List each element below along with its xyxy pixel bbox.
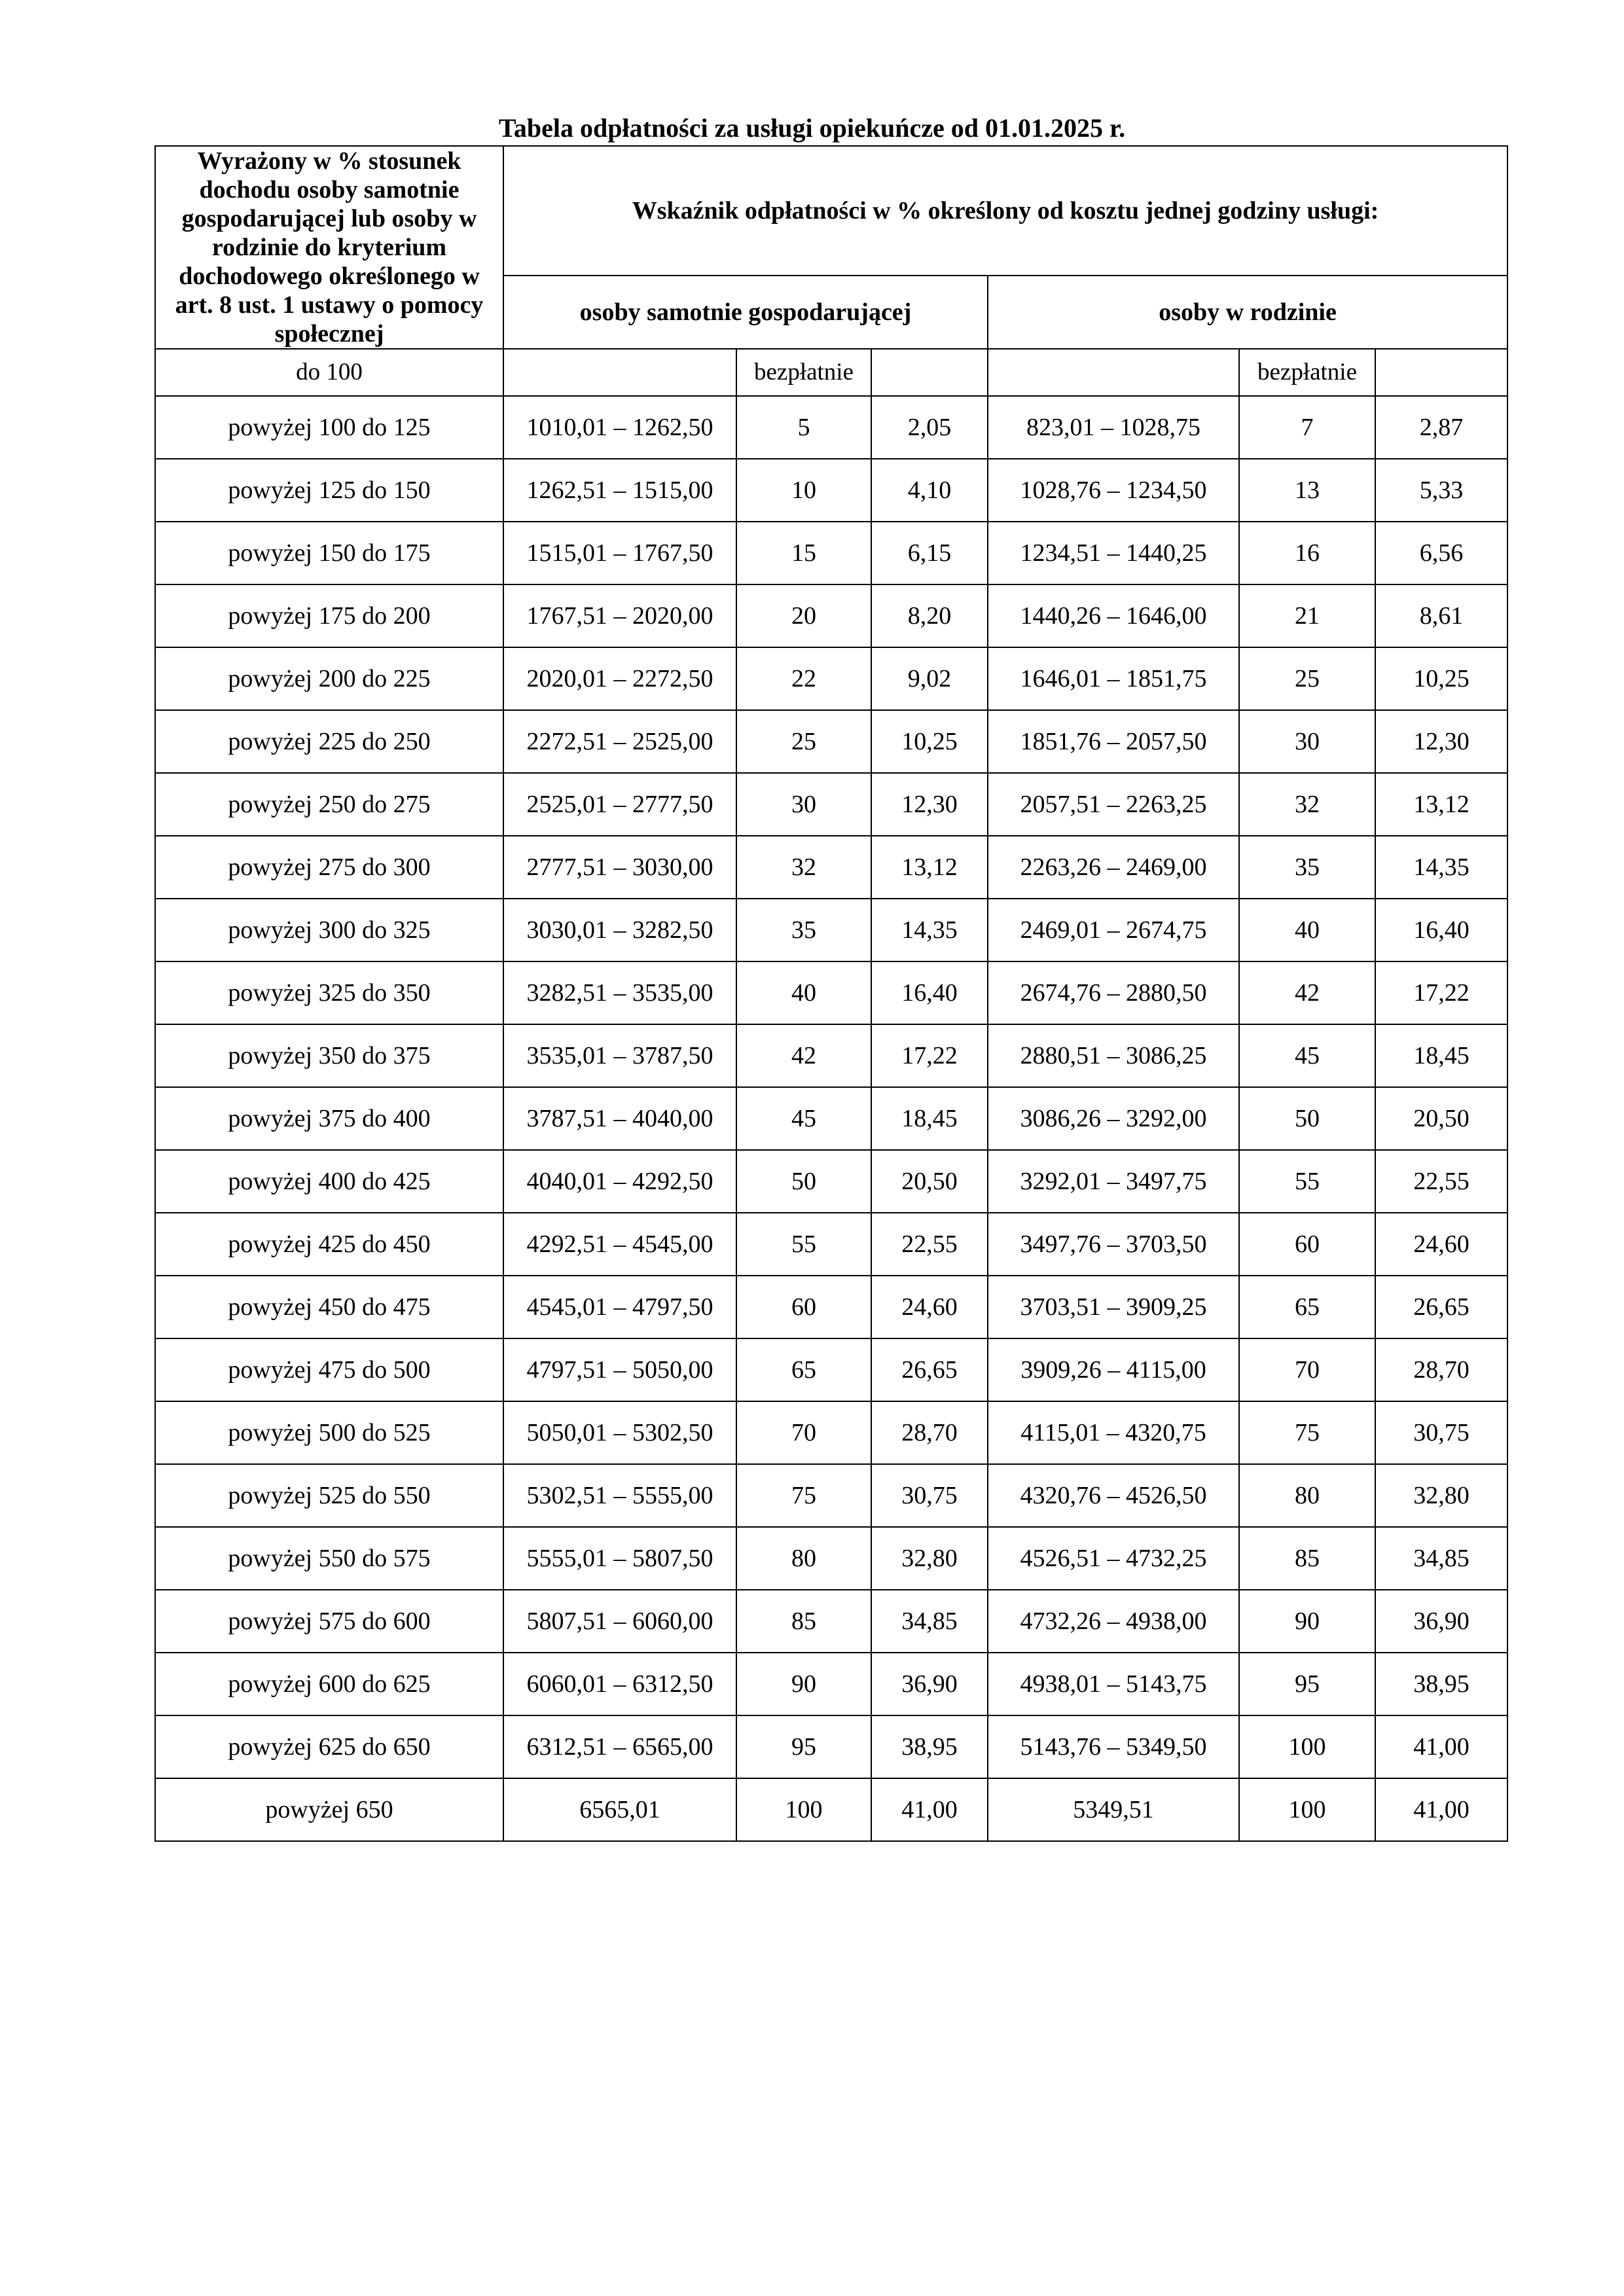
single-range-cell: 2525,01 – 2777,50 [503, 773, 736, 836]
family-amount-cell: 6,56 [1375, 522, 1507, 584]
family-range-cell: 3497,76 – 3703,50 [988, 1213, 1239, 1276]
income-range-cell: powyżej 650 [155, 1778, 503, 1841]
family-percent-cell: 100 [1239, 1778, 1375, 1841]
family-range-cell: 3292,01 – 3497,75 [988, 1150, 1239, 1213]
single-percent-cell: 15 [736, 522, 871, 584]
table-row [155, 899, 1507, 961]
single-range-cell: 2020,01 – 2272,50 [503, 647, 736, 710]
family-percent-cell: 90 [1239, 1590, 1375, 1653]
income-range-cell: powyżej 300 do 325 [155, 899, 503, 961]
family-percent-cell: 35 [1239, 836, 1375, 899]
family-range-cell: 1646,01 – 1851,75 [988, 647, 1239, 710]
single-range-cell: 6565,01 [503, 1778, 736, 1841]
family-amount-cell: 2,87 [1375, 396, 1507, 459]
table-row [155, 1338, 1507, 1401]
family-range-cell: 3086,26 – 3292,00 [988, 1087, 1239, 1150]
single-percent-cell: 32 [736, 836, 871, 899]
single-range-cell: 4797,51 – 5050,00 [503, 1338, 736, 1401]
header-row-main [155, 146, 1507, 276]
single-percent-cell: 22 [736, 647, 871, 710]
family-percent-cell: 40 [1239, 899, 1375, 961]
single-amount-cell: 34,85 [871, 1590, 988, 1653]
table-row [155, 961, 1507, 1024]
table-row [155, 1087, 1507, 1150]
single-percent-cell: 50 [736, 1150, 871, 1213]
single-percent-cell: 42 [736, 1024, 871, 1087]
single-percent-cell: 60 [736, 1276, 871, 1338]
single-amount-cell: 6,15 [871, 522, 988, 584]
income-range-cell: powyżej 125 do 150 [155, 459, 503, 522]
single-percent-cell: 80 [736, 1527, 871, 1590]
single-amount-cell: 4,10 [871, 459, 988, 522]
single-range-cell: 1010,01 – 1262,50 [503, 396, 736, 459]
single-percent-cell: 25 [736, 710, 871, 773]
family-range-cell: 4320,76 – 4526,50 [988, 1464, 1239, 1527]
single-amount-cell: 28,70 [871, 1401, 988, 1464]
single-range-cell: 4040,01 – 4292,50 [503, 1150, 736, 1213]
single-range-cell: 2777,51 – 3030,00 [503, 836, 736, 899]
single-amount-cell: 30,75 [871, 1464, 988, 1527]
header-rate-indicator: Wskaźnik odpłatności w % określony od kosztu jednej godziny usługi: [503, 146, 1507, 276]
single-amount-cell: 14,35 [871, 899, 988, 961]
single-percent-cell: 5 [736, 396, 871, 459]
income-range-cell: powyżej 625 do 650 [155, 1715, 503, 1778]
income-range-cell: powyżej 200 do 225 [155, 647, 503, 710]
family-range-cell: 1028,76 – 1234,50 [988, 459, 1239, 522]
single-amount-cell: 16,40 [871, 961, 988, 1024]
single-amount-cell: 10,25 [871, 710, 988, 773]
family-range-cell: 2880,51 – 3086,25 [988, 1024, 1239, 1087]
single-amount-cell: 22,55 [871, 1213, 988, 1276]
family-percent-cell: 16 [1239, 522, 1375, 584]
income-range-cell: powyżej 250 do 275 [155, 773, 503, 836]
single-amount-cell: 32,80 [871, 1527, 988, 1590]
family-range-cell: 4732,26 – 4938,00 [988, 1590, 1239, 1653]
single-range-cell: 3535,01 – 3787,50 [503, 1024, 736, 1087]
family-amount-cell: 22,55 [1375, 1150, 1507, 1213]
table-row [155, 836, 1507, 899]
single-amount-cell: 41,00 [871, 1778, 988, 1841]
income-range-cell: powyżej 450 do 475 [155, 1276, 503, 1338]
family-amount-cell: 24,60 [1375, 1213, 1507, 1276]
family-range-cell [988, 349, 1239, 396]
income-range-cell: powyżej 350 do 375 [155, 1024, 503, 1087]
family-amount-cell: 16,40 [1375, 899, 1507, 961]
single-percent-cell: 45 [736, 1087, 871, 1150]
family-percent-cell: 21 [1239, 584, 1375, 647]
income-range-cell: powyżej 150 do 175 [155, 522, 503, 584]
single-percent-cell: 55 [736, 1213, 871, 1276]
table-row [155, 1653, 1507, 1715]
fee-table [154, 145, 1508, 1842]
single-percent-cell: 85 [736, 1590, 871, 1653]
family-amount-cell: 8,61 [1375, 584, 1507, 647]
table-row [155, 1464, 1507, 1527]
single-percent-cell: 35 [736, 899, 871, 961]
family-amount-cell: 20,50 [1375, 1087, 1507, 1150]
family-amount-cell: 14,35 [1375, 836, 1507, 899]
family-range-cell: 1440,26 – 1646,00 [988, 584, 1239, 647]
page-title: Tabela odpłatności za usługi opiekuńcze od 01.01.2025 r. [498, 113, 1126, 143]
single-range-cell: 2272,51 – 2525,00 [503, 710, 736, 773]
family-amount-cell: 38,95 [1375, 1653, 1507, 1715]
family-percent-cell: 70 [1239, 1338, 1375, 1401]
family-percent-cell: 55 [1239, 1150, 1375, 1213]
family-amount-cell: 12,30 [1375, 710, 1507, 773]
family-percent-cell: 42 [1239, 961, 1375, 1024]
family-percent-cell: 100 [1239, 1715, 1375, 1778]
single-amount-cell: 36,90 [871, 1653, 988, 1715]
family-amount-cell: 18,45 [1375, 1024, 1507, 1087]
table-row [155, 1276, 1507, 1338]
single-range-cell: 1262,51 – 1515,00 [503, 459, 736, 522]
income-range-cell: powyżej 500 do 525 [155, 1401, 503, 1464]
single-amount-cell: 18,45 [871, 1087, 988, 1150]
single-range-cell: 4292,51 – 4545,00 [503, 1213, 736, 1276]
single-percent-cell: 100 [736, 1778, 871, 1841]
family-percent-cell: 30 [1239, 710, 1375, 773]
family-amount-cell: 28,70 [1375, 1338, 1507, 1401]
income-range-cell: powyżej 275 do 300 [155, 836, 503, 899]
single-amount-cell: 9,02 [871, 647, 988, 710]
table-row [155, 773, 1507, 836]
single-range-cell: 6312,51 – 6565,00 [503, 1715, 736, 1778]
income-range-cell: powyżej 525 do 550 [155, 1464, 503, 1527]
table-row [155, 710, 1507, 773]
single-range-cell: 5555,01 – 5807,50 [503, 1527, 736, 1590]
family-percent-cell: 32 [1239, 773, 1375, 836]
family-range-cell: 2263,26 – 2469,00 [988, 836, 1239, 899]
table-row [155, 584, 1507, 647]
table-row [155, 522, 1507, 584]
table-row [155, 1715, 1507, 1778]
single-percent-cell: 30 [736, 773, 871, 836]
family-percent-cell: 7 [1239, 396, 1375, 459]
family-range-cell: 2674,76 – 2880,50 [988, 961, 1239, 1024]
single-amount-cell: 17,22 [871, 1024, 988, 1087]
single-range-cell: 1767,51 – 2020,00 [503, 584, 736, 647]
single-range-cell [503, 349, 736, 396]
family-amount-cell: 13,12 [1375, 773, 1507, 836]
single-amount-cell: 24,60 [871, 1276, 988, 1338]
income-range-cell: powyżej 600 do 625 [155, 1653, 503, 1715]
table-row [155, 1213, 1507, 1276]
family-percent-cell: 85 [1239, 1527, 1375, 1590]
table-row-free [155, 349, 1507, 396]
income-range-cell: powyżej 375 do 400 [155, 1087, 503, 1150]
family-percent-cell: 50 [1239, 1087, 1375, 1150]
single-amount-cell: 2,05 [871, 396, 988, 459]
family-percent-cell: 80 [1239, 1464, 1375, 1527]
family-percent-cell: 25 [1239, 647, 1375, 710]
family-range-cell: 2057,51 – 2263,25 [988, 773, 1239, 836]
family-percent-cell: 45 [1239, 1024, 1375, 1087]
family-percent-cell: 13 [1239, 459, 1375, 522]
single-amount-cell: 20,50 [871, 1150, 988, 1213]
income-range-cell: powyżej 100 do 125 [155, 396, 503, 459]
single-amount-cell: 12,30 [871, 773, 988, 836]
single-range-cell: 5302,51 – 5555,00 [503, 1464, 736, 1527]
single-amount-cell: 13,12 [871, 836, 988, 899]
single-range-cell: 5807,51 – 6060,00 [503, 1590, 736, 1653]
family-range-cell: 4938,01 – 5143,75 [988, 1653, 1239, 1715]
income-range-cell: powyżej 175 do 200 [155, 584, 503, 647]
single-amount-cell: 26,65 [871, 1338, 988, 1401]
family-amount-cell: 17,22 [1375, 961, 1507, 1024]
family-range-cell: 4115,01 – 4320,75 [988, 1401, 1239, 1464]
family-free-cell: bezpłatnie [1239, 349, 1375, 396]
family-percent-cell: 65 [1239, 1276, 1375, 1338]
family-amount-cell [1375, 349, 1507, 396]
family-percent-cell: 60 [1239, 1213, 1375, 1276]
family-amount-cell: 30,75 [1375, 1401, 1507, 1464]
table-row [155, 1590, 1507, 1653]
family-range-cell: 1234,51 – 1440,25 [988, 522, 1239, 584]
income-range-cell: powyżej 225 do 250 [155, 710, 503, 773]
single-percent-cell: 90 [736, 1653, 871, 1715]
single-percent-cell: 10 [736, 459, 871, 522]
family-amount-cell: 26,65 [1375, 1276, 1507, 1338]
family-range-cell: 3909,26 – 4115,00 [988, 1338, 1239, 1401]
single-percent-cell: 20 [736, 584, 871, 647]
single-range-cell: 5050,01 – 5302,50 [503, 1401, 736, 1464]
family-amount-cell: 32,80 [1375, 1464, 1507, 1527]
single-range-cell: 6060,01 – 6312,50 [503, 1653, 736, 1715]
table-row [155, 1401, 1507, 1464]
family-range-cell: 4526,51 – 4732,25 [988, 1527, 1239, 1590]
family-range-cell: 5143,76 – 5349,50 [988, 1715, 1239, 1778]
income-range-cell: powyżej 325 do 350 [155, 961, 503, 1024]
table-row [155, 396, 1507, 459]
income-range-cell: powyżej 425 do 450 [155, 1213, 503, 1276]
income-range-cell: powyżej 575 do 600 [155, 1590, 503, 1653]
single-free-cell: bezpłatnie [736, 349, 871, 396]
family-range-cell: 823,01 – 1028,75 [988, 396, 1239, 459]
single-range-cell: 3030,01 – 3282,50 [503, 899, 736, 961]
table-row [155, 1024, 1507, 1087]
single-range-cell: 4545,01 – 4797,50 [503, 1276, 736, 1338]
single-percent-cell: 70 [736, 1401, 871, 1464]
header-income-ratio: Wyrażony w % stosunek dochodu osoby samotnie gospodarującej lub osoby w rodzinie do kryterium dochodowego określonego w art. 8 ust. 1 ustawy o pomocy społecznej [155, 146, 503, 349]
single-range-cell: 3787,51 – 4040,00 [503, 1087, 736, 1150]
family-percent-cell: 95 [1239, 1653, 1375, 1715]
family-amount-cell: 5,33 [1375, 459, 1507, 522]
table-row [155, 1150, 1507, 1213]
family-range-cell: 2469,01 – 2674,75 [988, 899, 1239, 961]
family-range-cell: 5349,51 [988, 1778, 1239, 1841]
single-amount-cell: 8,20 [871, 584, 988, 647]
family-range-cell: 3703,51 – 3909,25 [988, 1276, 1239, 1338]
income-range-cell: powyżej 475 do 500 [155, 1338, 503, 1401]
family-amount-cell: 41,00 [1375, 1715, 1507, 1778]
family-amount-cell: 34,85 [1375, 1527, 1507, 1590]
family-percent-cell: 75 [1239, 1401, 1375, 1464]
table-row [155, 1527, 1507, 1590]
table-row [155, 459, 1507, 522]
table-row [155, 1778, 1507, 1841]
header-single-person: osoby samotnie gospodarującej [503, 276, 988, 349]
family-amount-cell: 36,90 [1375, 1590, 1507, 1653]
header-person-in-family: osoby w rodzinie [988, 276, 1507, 349]
family-range-cell: 1851,76 – 2057,50 [988, 710, 1239, 773]
single-range-cell: 1515,01 – 1767,50 [503, 522, 736, 584]
income-range-cell: powyżej 400 do 425 [155, 1150, 503, 1213]
table-row [155, 647, 1507, 710]
income-range-cell: powyżej 550 do 575 [155, 1527, 503, 1590]
single-percent-cell: 75 [736, 1464, 871, 1527]
single-amount-cell: 38,95 [871, 1715, 988, 1778]
single-amount-cell [871, 349, 988, 396]
single-range-cell: 3282,51 – 3535,00 [503, 961, 736, 1024]
family-amount-cell: 41,00 [1375, 1778, 1507, 1841]
single-percent-cell: 65 [736, 1338, 871, 1401]
family-amount-cell: 10,25 [1375, 647, 1507, 710]
single-percent-cell: 95 [736, 1715, 871, 1778]
single-percent-cell: 40 [736, 961, 871, 1024]
income-range-cell: do 100 [155, 349, 503, 396]
